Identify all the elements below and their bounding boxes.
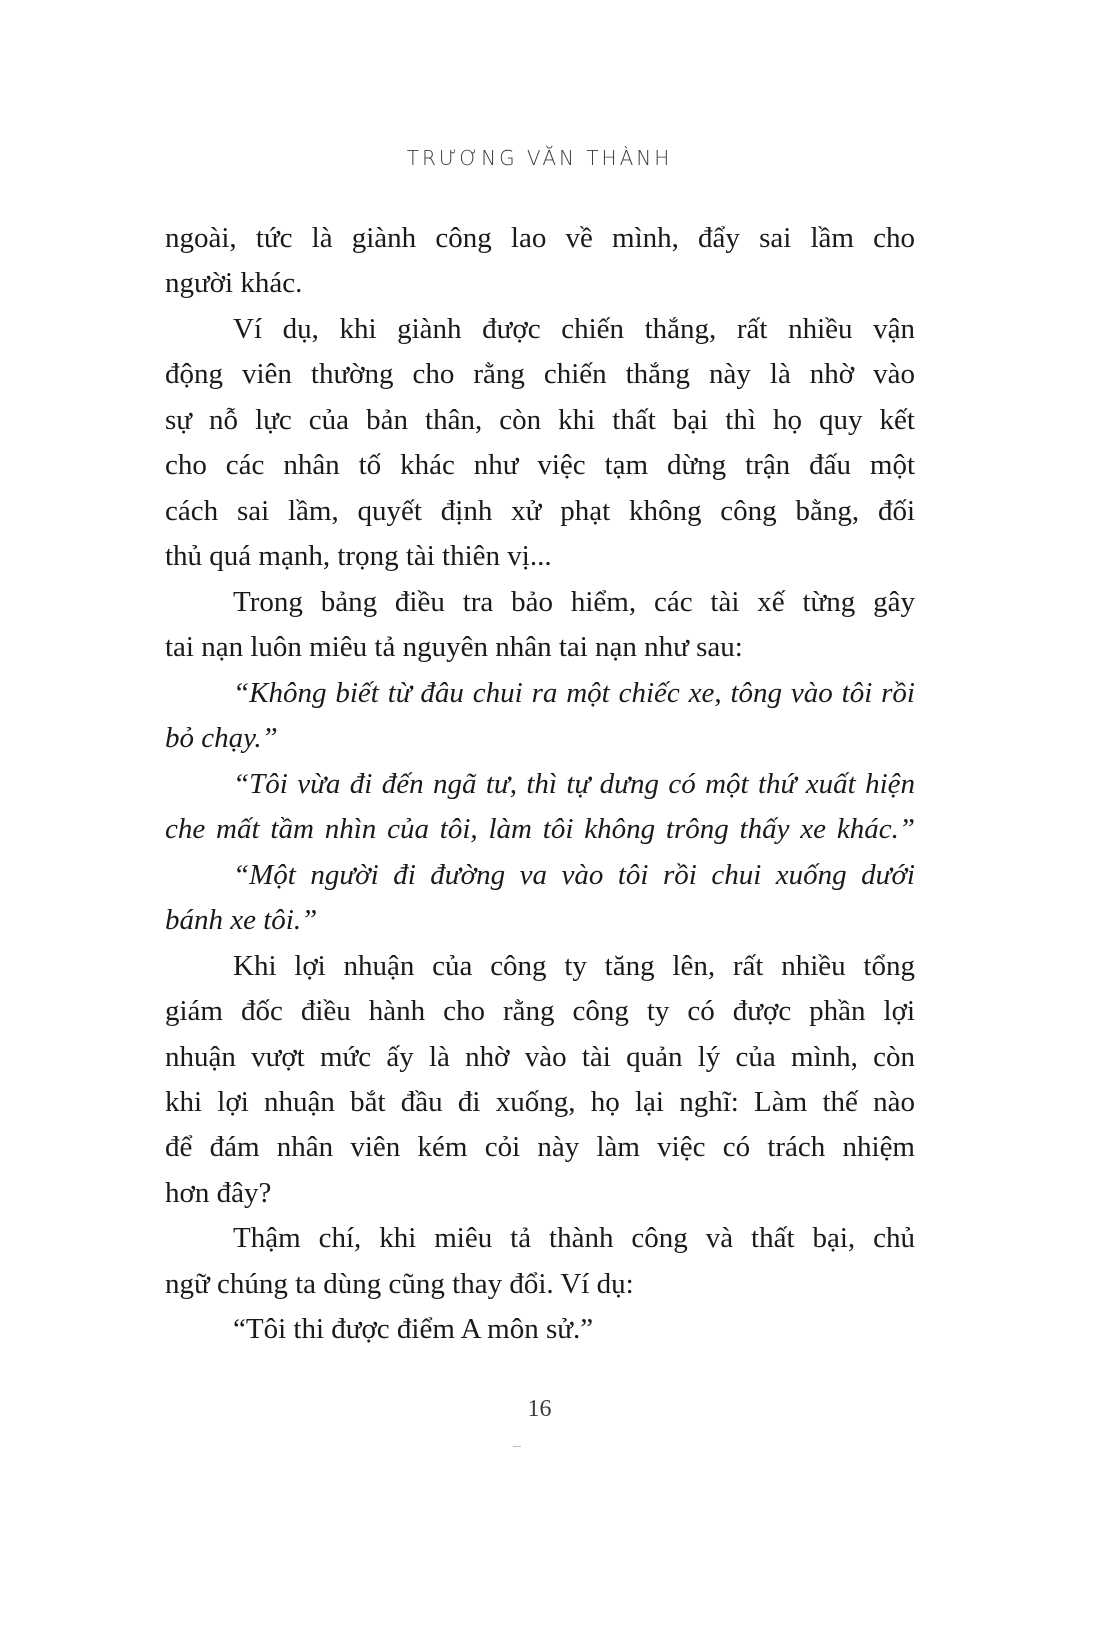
- running-header-author: TRƯƠNG VĂN THÀNH: [406, 146, 673, 170]
- quote-line: bánh xe tôi.”: [165, 904, 318, 936]
- text-line: hơn đây?: [165, 1177, 272, 1209]
- quote-line: bỏ chạy.”: [165, 722, 278, 754]
- text-line: Khi lợi nhuận của công ty tăng lên, rất nhiều tổng: [233, 950, 915, 982]
- quote-line: “Một người đi đường va vào tôi rồi chui xuống dưới: [233, 859, 915, 891]
- text-line: để đám nhân viên kém cỏi này làm việc có trách nhiệm: [165, 1131, 915, 1163]
- text-line: thủ quá mạnh, trọng tài thiên vị...: [165, 540, 552, 572]
- quote-line: “Tôi vừa đi đến ngã tư, thì tự dưng có một thứ xuất hiện: [233, 768, 915, 800]
- text-line: ngoài, tức là giành công lao về mình, đẩy sai lầm cho: [165, 222, 915, 254]
- text-line: động viên thường cho rằng chiến thắng này là nhờ vào: [165, 358, 915, 390]
- text-line: nhuận vượt mức ấy là nhờ vào tài quản lý của mình, còn: [165, 1041, 915, 1073]
- text-line: ngữ chúng ta dùng cũng thay đổi. Ví dụ:: [165, 1268, 634, 1300]
- quote-line: “Không biết từ đâu chui ra một chiếc xe, tông vào tôi rồi: [233, 677, 915, 709]
- text-line: “Tôi thi được điểm A môn sử.”: [233, 1313, 594, 1345]
- text-line: Trong bảng điều tra bảo hiểm, các tài xế từng gây: [233, 586, 915, 618]
- text-line: khi lợi nhuận bắt đầu đi xuống, họ lại nghĩ: Làm thế nào: [165, 1086, 915, 1118]
- text-line: Ví dụ, khi giành được chiến thắng, rất nhiều vận: [233, 313, 915, 345]
- text-line: giám đốc điều hành cho rằng công ty có được phần lợi: [165, 995, 915, 1027]
- text-line: cho các nhân tố khác như việc tạm dừng trận đấu một: [165, 449, 915, 481]
- text-line: cách sai lầm, quyết định xử phạt không công bằng, đối: [165, 495, 915, 527]
- text-line: Thậm chí, khi miêu tả thành công và thất bại, chủ: [233, 1222, 915, 1254]
- text-line: sự nỗ lực của bản thân, còn khi thất bại thì họ quy kết: [165, 404, 915, 436]
- text-line: tai nạn luôn miêu tả nguyên nhân tai nạn như sau:: [165, 631, 743, 663]
- scan-mark: [513, 1446, 521, 1447]
- page-number: 16: [527, 1396, 552, 1422]
- quote-line: che mất tầm nhìn của tôi, làm tôi không trông thấy xe khác.”: [165, 813, 915, 845]
- text-line: người khác.: [165, 267, 303, 299]
